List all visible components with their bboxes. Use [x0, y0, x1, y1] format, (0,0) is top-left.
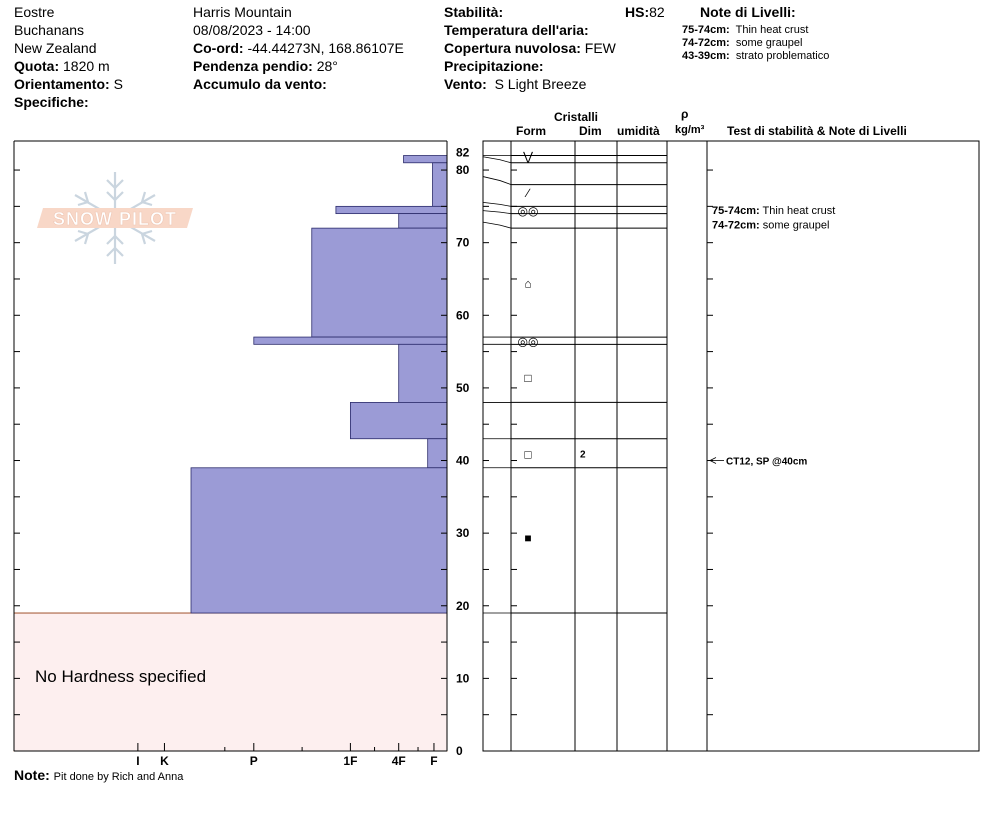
wind-value: S Light Breeze: [494, 76, 587, 92]
grain-size: 2: [580, 449, 586, 461]
stability-test-label: CT12, SP @40cm: [726, 456, 808, 468]
hardness-label: I: [136, 754, 140, 768]
elevation-label: Quota:: [14, 58, 60, 74]
hs-label: HS:: [625, 4, 650, 20]
elevation-value: 1820 m: [63, 58, 110, 74]
precip-label: Precipitazione:: [444, 58, 544, 74]
air-temp-label: Temperatura dell'aria:: [444, 22, 589, 38]
crystal-form-ice-formation: ■: [524, 530, 532, 545]
hardness-bar-1: [433, 163, 447, 207]
hardness-bar-3: [399, 214, 447, 229]
slope-label: Pendenza pendio:: [193, 58, 313, 74]
crystal-form-melt-forms: ◎◎: [517, 203, 539, 218]
layer-notes: [710, 205, 835, 468]
depth-label: 60: [456, 308, 470, 323]
hardness-label: 4F: [391, 754, 406, 768]
layer-note-3: 43-39cm: strato problematico: [682, 50, 830, 62]
cloud-value: FEW: [584, 40, 616, 56]
tests-header: Test di stabilità & Note di Livelli: [727, 124, 907, 138]
hardness-label: 1F: [343, 754, 358, 768]
crystal-form-depth-hoar: ⌂: [524, 276, 532, 291]
stability-label: Stabilità:: [444, 4, 504, 20]
hardness-label: F: [430, 754, 438, 768]
layer-notes-title: Note di Livelli:: [700, 4, 796, 20]
layer-note-detail: 74-72cm: some graupel: [712, 219, 830, 232]
hardness-bar-5: [254, 337, 447, 344]
hardness-label: P: [249, 754, 258, 768]
depth-label: 40: [456, 453, 470, 468]
datetime: 08/08/2023 - 14:00: [193, 22, 311, 38]
hardness-bar-8: [428, 439, 447, 468]
layer-connector: [483, 177, 511, 185]
right-frame: [483, 141, 979, 751]
hardness-bar-9: [191, 468, 447, 613]
depth-label: 80: [456, 163, 470, 178]
wind-label: Vento:: [444, 76, 487, 92]
crystal-form-faceted-crystals: □: [524, 447, 532, 462]
observer-name: Eostre: [14, 4, 55, 20]
crystal-form-faceted-crystals: □: [524, 371, 532, 386]
cloud-label: Copertura nuvolosa:: [444, 40, 581, 56]
size-header: Dim: [579, 124, 602, 138]
hardness-bar-7: [350, 402, 447, 438]
specifics-label: Specifiche:: [14, 94, 89, 110]
layer-note-detail: 75-74cm: Thin heat crust: [712, 204, 836, 217]
depth-label: 50: [456, 380, 470, 395]
density-header: kg/m³: [675, 124, 705, 136]
crystal-forms: [518, 150, 586, 545]
note-text: Pit done by Rich and Anna: [53, 771, 184, 783]
hardness-bar-2: [336, 206, 447, 213]
hardness-bar-6: [399, 344, 447, 402]
crystals-header: Cristalli: [554, 110, 599, 124]
layer-connector: [483, 157, 511, 163]
layer-note-2: 74-72cm: some graupel: [682, 37, 803, 49]
coord-label: Co-ord:: [193, 40, 244, 56]
hardness-bars: [191, 156, 447, 614]
note-label: Note:: [14, 767, 50, 783]
crystal-form-decomposing-fragments: ∕: [526, 185, 530, 200]
depth-label: 30: [456, 526, 470, 541]
layer-connector: [483, 202, 511, 206]
depth-label: 20: [456, 598, 470, 613]
coord-value: -44.44273N, 168.86107E: [247, 40, 404, 56]
footer-note: [14, 767, 183, 784]
depth-label: 70: [456, 235, 470, 250]
depth-label: 0: [456, 744, 463, 758]
depth-label: 10: [456, 671, 470, 686]
form-header: Form: [516, 124, 546, 138]
location: Harris Mountain: [193, 4, 292, 20]
hardness-label: K: [160, 754, 169, 768]
organization: Buchanans: [14, 22, 85, 38]
hardness-bar-0: [404, 156, 447, 163]
crystal-form-precipitation-particles: ⋁: [523, 149, 533, 164]
hs-value: 82: [649, 4, 665, 20]
layer-note-1: 75-74cm: Thin heat crust: [682, 24, 809, 36]
aspect-label: Orientamento:: [14, 76, 110, 92]
crystal-form-melt-forms: ◎◎: [517, 334, 539, 349]
moisture-header: umidità: [617, 124, 660, 138]
rho-header: ρ: [681, 107, 689, 121]
no-hardness-label: No Hardness specified: [35, 667, 207, 686]
country: New Zealand: [14, 40, 97, 56]
logo-text: SNOW PILOT: [53, 209, 177, 229]
slope-value: 28°: [316, 58, 338, 74]
depth-label: 82: [456, 145, 470, 160]
hardness-bar-4: [312, 228, 447, 337]
layer-connector: [483, 211, 511, 214]
wind-load-label: Accumulo da vento:: [193, 76, 327, 92]
snowpilot-logo: [37, 172, 193, 264]
aspect-value: S: [113, 76, 123, 92]
layer-connector: [483, 222, 511, 228]
